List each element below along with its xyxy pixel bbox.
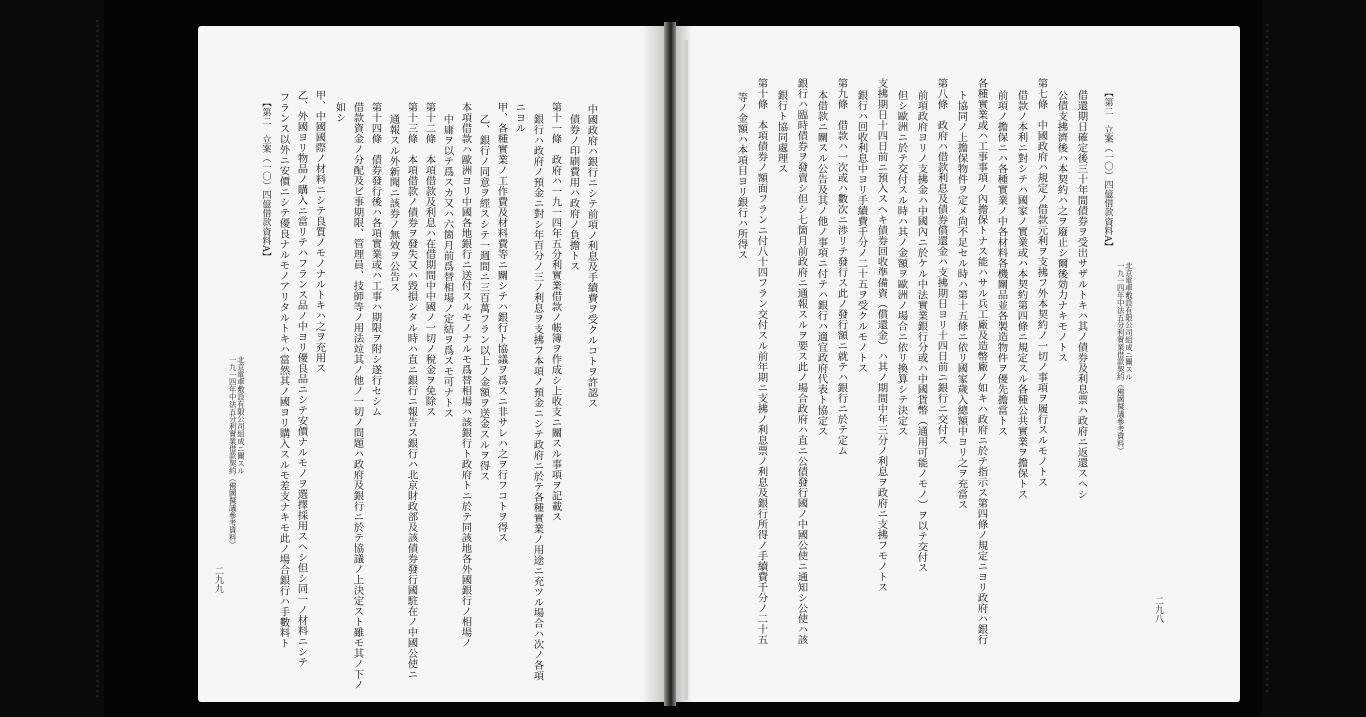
- left-line-14: 借款資金ノ分配及ビ事期限、管理員、技師等ノ用法竝其ノ他ノ一切ノ問題ハ政府及銀行ニ於テ協議ノ上決定スト雖モ其ノ下ノ: [351, 102, 364, 690]
- left-page-number: 二九九: [213, 566, 223, 593]
- left-page: [198, 26, 664, 702]
- right-line-06: 各種實業或ハ工事事項ノ內擔保トナス能ハサル兵工廠及造幣廠ノ如キハ政府ニ於テ指示ス第四條ノ規定ニヨリ政府ハ銀行: [975, 78, 988, 645]
- left-page-running-head: 【第二 立案（一〇）四億借款資料A】: [260, 98, 271, 262]
- left-line-16: 甲、中國國際ノ材料ニシテ良質ノモノナルトキハ之ヲ充用ス: [313, 90, 326, 374]
- left-line-04: 銀行ハ政府ノ預金ニ對シ年百分ノ三ノ利息ヲ支拂フ本項ノ預金ニシテ政府ニ於テ各種實業ノ用途ニ充ツル場合ハ次ノ各項: [531, 114, 544, 681]
- gutter-highlight: [684, 40, 688, 700]
- book-gutter: [664, 22, 676, 706]
- right-line-03: 第七條 中國政府ハ規定ノ借款元利ヲ支拂フ外本契約ノ一切ノ事項ヲ履行スルモノトス: [1035, 78, 1048, 488]
- left-line-09: 中庸ヲ以テ爲スカ又ハ六箇月前爲替相場ノ定結ヲ爲スモ可ナトス: [441, 114, 454, 419]
- left-line-17: 乙、外國ヨリ物品ノ購入ニ當リテハフランス品ノ中ヨリ優良品ニシテ安價ナルモノヲ選擇採用スヘシ但シ同一ノ材料ニシテ: [295, 90, 308, 668]
- scan-border-right: [1262, 0, 1366, 717]
- left-line-13: 第十四條 債券發行後ハ各項實業或ハ工事ハ期限ヲ附シ遂行セシム: [369, 102, 382, 417]
- left-line-03: 第十一條 政府ハ一九一四年五分利實業借款ノ帳簿ヲ作成シ上收支ニ關スル事項ヲ記載ス: [549, 102, 562, 522]
- left-line-10: 第十二條 本項借款及利息ハ在借期間中中國ノ一切ノ稅金ヲ免除ス: [423, 102, 436, 417]
- right-line-15: 銀行ハ臨時債券ヲ發賣シ但シ七箇月前政府ニ通報スルヲ要ス此ノ場合政府ハ直ニ公債發行國ノ中國公使ニ通知シ公使ハ該: [795, 78, 808, 645]
- right-page-running-head: 【第二 立案（一〇）四億借款資料A】: [1102, 88, 1113, 252]
- left-line-12: 通報スル外新聞ニ該券ノ無效ヲ公告ス: [387, 114, 400, 293]
- right-line-05: 前項ノ擔保ニハ各種實業ノ中各材料各機關品並各製造物件ヲ優先擔當トス: [995, 90, 1008, 437]
- right-line-17: 第十條 本項債券ノ額面フランニ付八十四フラン交付スル前年期ニ支拂ノ利息票ノ利息及銀行所得ノ手續費千分ノ二十五: [755, 78, 768, 645]
- left-line-01: 中國政府ハ銀行ニシテ前項ノ利息及手續費ヲ受クルコトヲ許認ス: [585, 104, 598, 409]
- left-line-08: 本項借款ハ歐洲ヨリ中國各地銀行ニ送付スルモノナルモ爲替相場ハ該銀行ト政府トニ於テ同該地各外國銀行ノ相場ノ: [459, 102, 472, 648]
- left-line-05: ニヨル: [513, 102, 526, 134]
- left-line-06: 甲、各種實業ノ工作費及材料費等ニ關シテハ銀行ト協議ヲ爲スニ非サレハ之ヲ行フコトヲ得ス: [495, 102, 508, 543]
- right-line-13: 第九條 借款ハ一次或ハ數次ニ渉リテ發行ス此ノ發行額ニ就テハ銀行ニ於テ定ム: [835, 78, 848, 456]
- right-line-09: 前項政府ヨリノ支拂金ハ中國內ニ於ケル中法實業銀行分或ハ中國貨幣（通用可能ノモノ）ヲ以テ交付ス: [915, 90, 928, 573]
- right-page-number: 二九八: [1153, 596, 1163, 623]
- right-line-16: 銀行ト協同處理ス: [775, 90, 788, 174]
- right-line-07: ト協同ノ上擔保物件ヲ定メ尙不足セル時ハ第十五條ニ依リ國家歲入總額中ヨリ之ヲ充當ス: [955, 90, 968, 510]
- right-line-14: 本借款ニ關スル公告及其ノ他ノ事項ニ付テハ銀行ハ適宜政府代表ト協定ス: [815, 90, 828, 437]
- right-page: [676, 26, 1240, 702]
- left-line-11: 第十三條 本項借款ノ債券ヲ發失又ハ毀損シタル時ハ直ニ銀行ニ報告ス銀行ハ北京財政部及該債券發行國駐在ノ中國公使ニ: [405, 102, 418, 680]
- right-line-12: 銀行ハ回收利息中ヨリ手續費千分ノ二十五ヲ受クルモノトス: [855, 90, 868, 374]
- right-line-18: 等ノ金額ハ本項目ヨリ銀行ハ所得ス: [735, 92, 748, 260]
- left-line-02: 債券ノ印刷費用ハ政府ノ負擔トス: [567, 114, 580, 272]
- right-line-10: 但シ歐洲ニ於テ交付スル時ハ其ノ金額ヲ歐洲ノ場合ニ依リ換算シテ決定ス: [895, 90, 908, 437]
- right-line-02: 公債支拂濟後ハ本契約ハ之ヲ廢止シ爾後効力ナキモノトス: [1055, 90, 1068, 363]
- left-page-footer-note: 北京電車敷設有限公司組成ニ關スル 一九一四年中法五分利實業借款契約（佛國擬議參考資料）: [228, 356, 246, 549]
- left-line-15: 如シ: [333, 102, 346, 123]
- left-line-18: フランス以外ニ安價ニシテ優良ナルモノアリタルトキハ當然其ノ國ヨリ購入スルモ差支ナキモ此ノ場合銀行ハ手數料ト: [277, 92, 290, 649]
- left-line-07: 乙、銀行ノ同意ヲ經スシテ一週間ニ三百萬フラン以上ノ金額ヲ送金スルヲ得ス: [477, 114, 490, 482]
- right-page-head-note: 北京電車敷設有限公司組成ニ關スル 一九一四年中法五分利實業借款契約（佛國擬議參考資料）: [1116, 262, 1134, 455]
- right-line-04: 借款ノ本利ニ對シテハ國家ノ實業或ハ本契約第四條ニ規定スル各種公共實業ヲ擔保トス: [1015, 90, 1028, 500]
- right-line-11: 支拂期日十四日前ニ預入スヘキ債券回收準備資（償還金）ハ其ノ期間中年三分ノ利息ヲ政府ニ支拂フモノトス: [875, 78, 888, 593]
- right-line-08: 第八條 政府ハ借款利息及債券償還金ハ支拂期日ヨリ十四日前ニ銀行ニ交付ス: [935, 78, 948, 446]
- scan-border-left: [0, 0, 104, 717]
- right-line-01: 借還期日確定後三十年間債券ヲ受出サザルトキハ其ノ債券及利息票ハ政府ニ返還スヘシ: [1075, 90, 1088, 500]
